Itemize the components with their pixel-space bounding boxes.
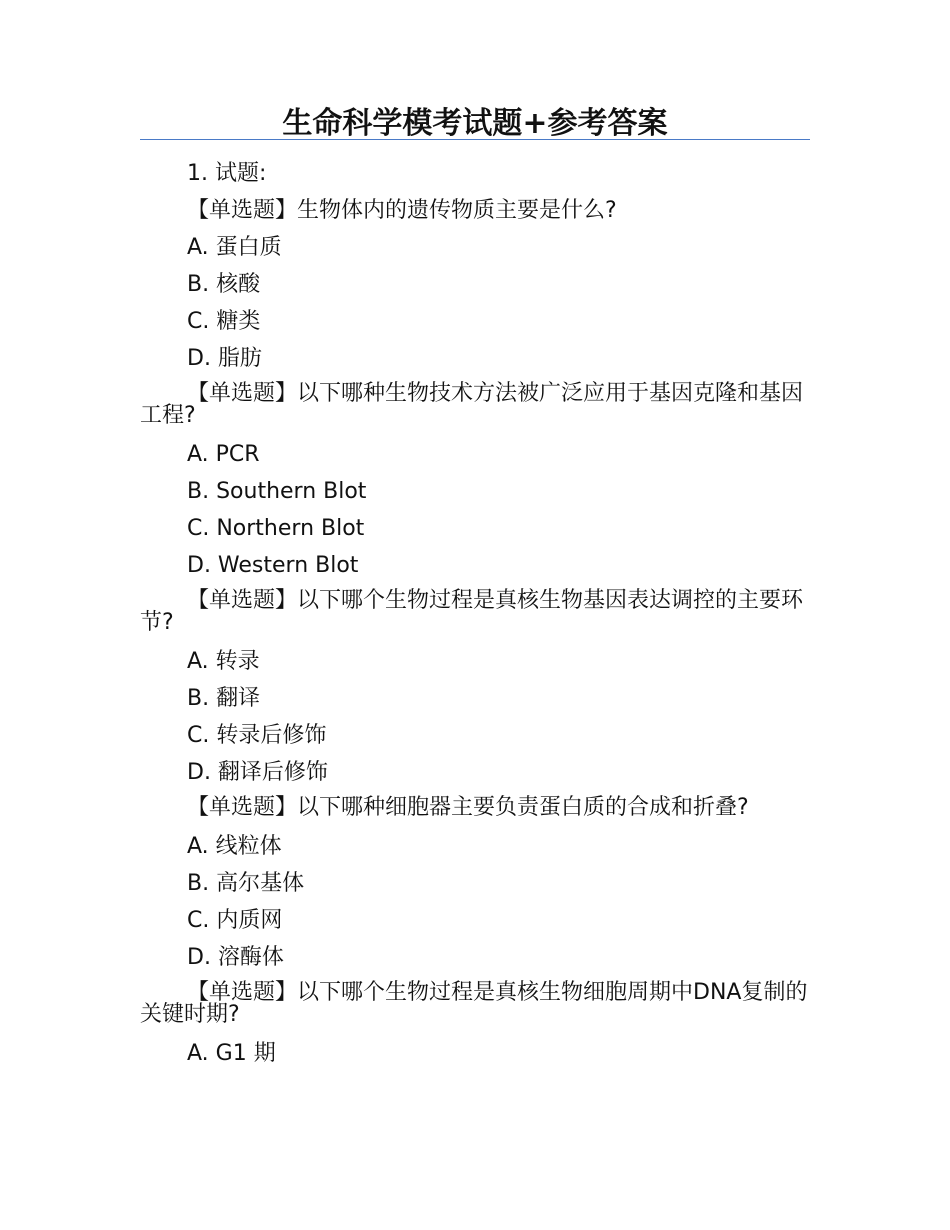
- option-b: B. Southern Blot: [187, 479, 367, 504]
- option-c: C. 内质网: [187, 908, 283, 933]
- option-b: B. 核酸: [187, 272, 261, 297]
- option-a: A. G1 期: [187, 1041, 276, 1066]
- option-d: D. Western Blot: [187, 553, 359, 578]
- option-c: C. Northern Blot: [187, 516, 365, 541]
- question-stem: 【单选题】生物体内的遗传物质主要是什么?: [187, 198, 617, 223]
- option-c: C. 转录后修饰: [187, 723, 327, 748]
- question-stem: 【单选题】以下哪个生物过程是真核生物细胞周期中DNA复制的关键时期?: [140, 980, 808, 1027]
- section-label: 1. 试题:: [187, 161, 267, 186]
- option-d: D. 翻译后修饰: [187, 760, 328, 785]
- question-stem: 【单选题】以下哪个生物过程是真核生物基因表达调控的主要环节?: [140, 588, 804, 635]
- question-stem: 【单选题】以下哪种细胞器主要负责蛋白质的合成和折叠?: [187, 795, 749, 820]
- option-a: A. 蛋白质: [187, 235, 282, 260]
- option-d: D. 溶酶体: [187, 945, 284, 970]
- option-d: D. 脂肪: [187, 346, 262, 371]
- document-body: [140, 155, 810, 1072]
- option-a: A. PCR: [187, 442, 260, 467]
- option-b: B. 高尔基体: [187, 871, 305, 896]
- option-a: A. 线粒体: [187, 834, 282, 859]
- title-underline: [140, 139, 810, 140]
- option-a: A. 转录: [187, 649, 260, 674]
- document-title: 生命科学模考试题+参考答案: [282, 106, 668, 141]
- option-b: B. 翻译: [187, 686, 261, 711]
- question-stem: 【单选题】以下哪种生物技术方法被广泛应用于基因克隆和基因工程?: [140, 381, 804, 428]
- option-c: C. 糖类: [187, 309, 261, 334]
